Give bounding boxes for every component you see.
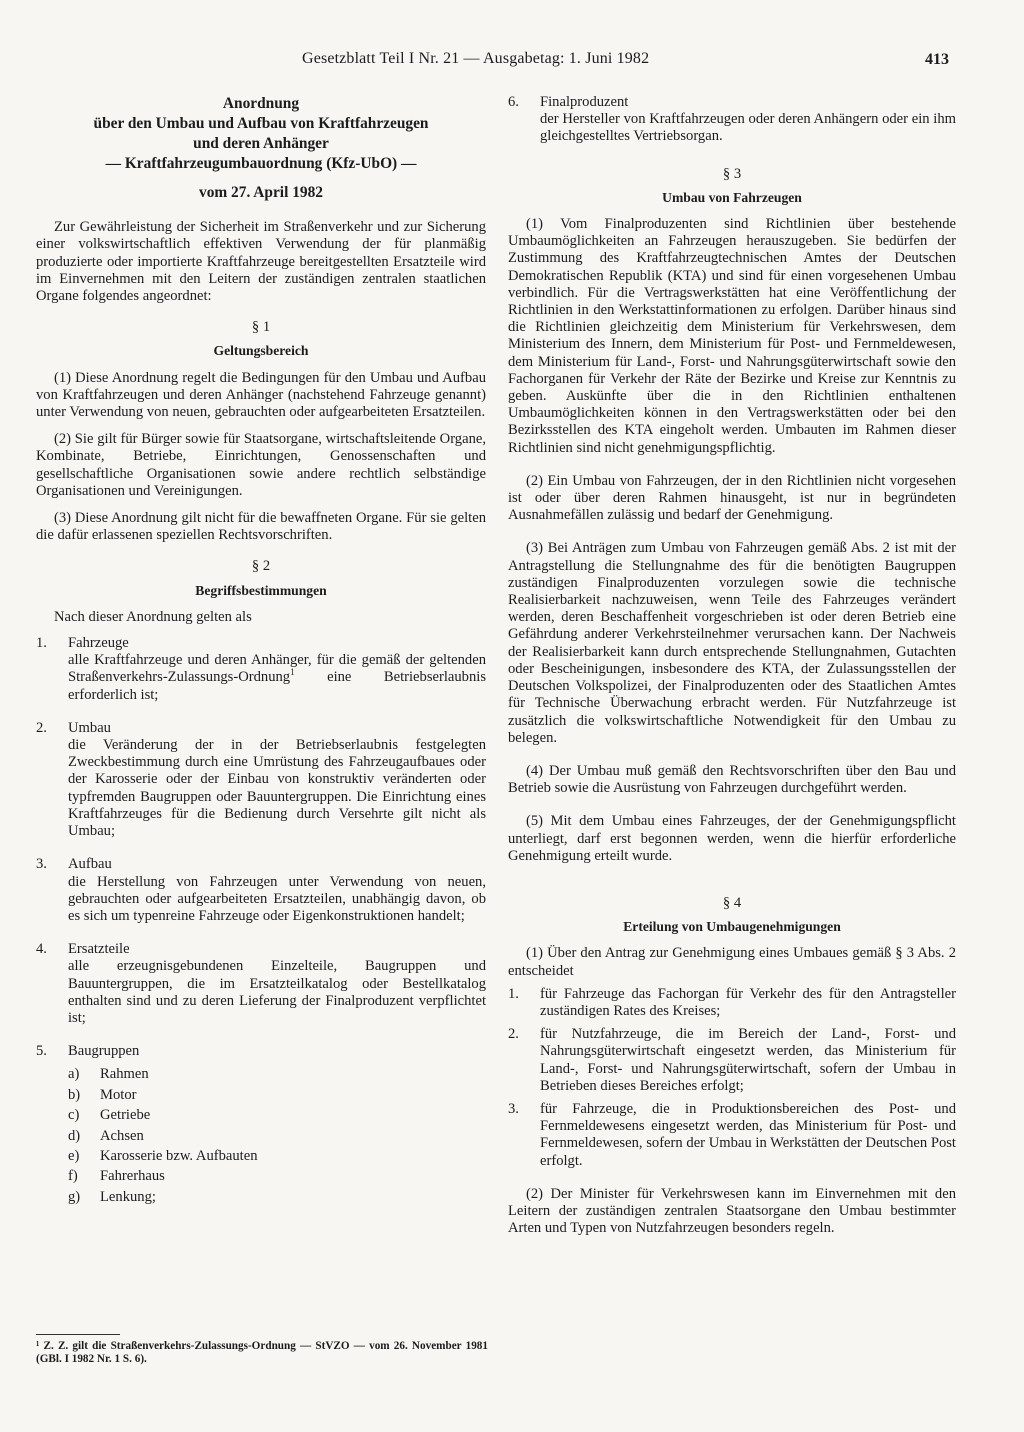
list-item: c) Getriebe	[68, 1107, 151, 1124]
right-column	[508, 94, 956, 1237]
section-4-heading: Erteilung von Umbaugenehmigungen	[623, 919, 841, 935]
document-date: vom 27. April 1982	[199, 184, 323, 201]
definition-item	[36, 941, 486, 1027]
definition-item	[36, 856, 486, 925]
preamble: Zur Gewährleistung der Sicherheit im Straßenverkehr und zur Sicherung einer volkswirtschaftlich effektiven Verwendung der für planmäßig produzierte oder importierte Kraftfahrzeuge bereitgestellten Ersatzteile wird im Einvernehmen mit den Leitern der zuständigen zentralen staatlichen Organe folgendes angeordnet:	[36, 219, 486, 305]
section-1-para-3: (3) Diese Anordnung gilt nicht für die bewaffneten Organe. Für sie gelten die dafür erlassenen speziellen Rechtsvorschriften.	[36, 510, 486, 544]
baugruppen-list	[68, 1064, 486, 1207]
section-3-para-3: (3) Bei Anträgen zum Umbau von Fahrzeugen gemäß Abs. 2 ist mit der Antragstellung die Stellungnahme des für die benötigten Baugruppen zuständigen Finalproduzenten vorzulegen sowie die technische Realisierbarkeit nachzuweisen, wenn Teile des Fahrzeuges verändert werden, deren Beschaffenheit vorgeschrieben ist oder deren Betrieb eine Gefährdung anderer Verkehrsteilnehmer verursachen kann. Der Nachweis der Realisierbarkeit kann durch entsprechende Stellungnahmen, Gutachten oder Bescheinigungen, insbesondere des KTA, der Zulassungsstellen der Deutschen Volkspolizei, der Finalproduzenten oder des Staatlichen Amtes für Technische Überwachung erbracht werden. Für Nutzfahrzeuge ist zusätzlich die volkswirtschaftliche Notwendigkeit für den Umbau zu belegen.	[508, 540, 956, 746]
definition-term: Ersatzteile	[68, 941, 130, 958]
definition-term: Umbau	[68, 719, 111, 736]
running-header	[0, 50, 1024, 74]
title-line-2: über den Umbau und Aufbau von Kraftfahrzeugen	[93, 115, 429, 132]
section-1-heading: Geltungsbereich	[213, 343, 309, 359]
page-number: 413	[925, 51, 949, 68]
list-item: d) Achsen	[68, 1127, 144, 1144]
list-item: e) Karosserie bzw. Aufbauten	[68, 1147, 258, 1164]
document-title	[36, 94, 486, 174]
title-line-3: und deren Anhänger	[193, 135, 329, 152]
section-3-para-4: (4) Der Umbau muß gemäß den Rechtsvorschriften über den Bau und Betrieb sowie die Ausrüstung von Fahrzeugen durchgeführt werden.	[508, 762, 956, 797]
definition-number: 3.	[36, 856, 47, 873]
list-item: b) Motor	[68, 1086, 137, 1103]
definition-number: 6.	[508, 94, 519, 110]
definition-item	[36, 720, 486, 840]
definition-number: 1.	[36, 635, 47, 652]
section-1-para-2: (2) Sie gilt für Bürger sowie für Staatsorgane, wirtschaftsleitende Organe, Kombinate, Betriebe, Einrichtungen, Genossenschaften und gesellschaftliche Organisationen sowie andere rechtlich selbständige Organisationen und Vereinigungen.	[36, 431, 486, 499]
definition-term: Aufbau	[68, 856, 112, 873]
definition-text: der Hersteller von Kraftfahrzeugen oder deren Anhängern oder ein ihm gleichgestelltes Vertriebsorgan.	[540, 111, 956, 145]
definition-text: alle Kraftfahrzeuge und deren Anhänger, für die gemäß der geltenden Straßenverkehrs-Zulassungs-Ordnung$^1$ eine Betriebserlaubnis erforderlich ist;	[68, 652, 486, 703]
section-2-intro: Nach dieser Anordnung gelten als	[54, 608, 252, 625]
footnote-divider	[36, 1334, 120, 1335]
definition-text: die Veränderung der in der Betriebserlaubnis festgelegten Zweckbestimmung durch eine Umrüstung des Fahrzeugaufbaues oder der Karosserie oder der Einbau von konstruktiv veränderten oder typfremden Baugruppen oder Bauuntergruppen. Die Einrichtung eines Kraftfahrzeuges für die Bedienung durch Versehrte gilt nicht als Umbau;	[68, 737, 486, 840]
title-line-1: Anordnung	[222, 95, 300, 112]
section-3-para-1: (1) Vom Finalproduzenten sind Richtlinien über bestehende Umbaumöglichkeiten an Fahrzeugen herauszugeben. Sie bedürfen der Zustimmung des Kraftfahrzeugtechnischen Amtes der Deutschen Demokratischen Republik (KTA) und sind für einen vorgesehenen Umbau verbindlich. Für die Vertragswerkstätten hat eine Veröffentlichung der Richtlinien in den Werkstattinformationen zu erfolgen. Darüber hinaus sind die Richtlinien gleichzeitig dem Ministerium für Verkehrswesen, dem Ministerium des Innern, dem Ministerium für Post- und Fernmeldewesen, dem Ministerium für Land-, Forst- und Nahrungsgüterwirtschaft sowie den Fachorganen für Verkehr der Räte der Bezirke und Kreise zur Kenntnis zu geben. Auskünfte über die in den Richtlinien enthaltenen Umbaumöglichkeiten können in den Vertragswerkstätten oder bei den Bezirksstellen des KTA eingeholt werden. Umbauten im Rahmen dieser Richtlinien sind nicht genehmigungspflichtig.	[508, 216, 956, 456]
list-item: a) Rahmen	[68, 1066, 149, 1083]
section-2-heading: Begriffsbestimmungen	[195, 582, 327, 598]
list-item: 1. für Fahrzeuge das Fachorgan für Verkehr des für den Antragsteller zuständigen Rates des Kreises;	[508, 985, 956, 1019]
list-item: f) Fahrerhaus	[68, 1168, 165, 1185]
section-4-para-2: (2) Der Minister für Verkehrswesen kann im Einvernehmen mit den Leitern der zuständigen zentralen Staatsorgane den Umbau bestimmter Arten und Typen von Nutzfahrzeugen besonders regeln.	[508, 1185, 956, 1237]
section-3-heading: Umbau von Fahrzeugen	[662, 189, 802, 205]
section-1-para-1: (1) Diese Anordnung regelt die Bedingungen für den Umbau und Aufbau von Kraftfahrzeugen und deren Anhänger (nachstehend Fahrzeuge genannt) unter Verwendung von neuen, gebrauchten oder aufgearbeiteten Ersatzteilen.	[36, 369, 486, 421]
definition-term: Finalproduzent	[540, 94, 629, 110]
section-3-para-2: (2) Ein Umbau von Fahrzeugen, der in den Richtlinien nicht vorgesehen ist oder über deren Rahmen hinausgeht, ist nur in begründeten Ausnahmefällen zulässig und bedarf der Genehmigung.	[508, 472, 956, 524]
footnote-ref: 1	[290, 667, 295, 678]
definition-term: Baugruppen	[68, 1043, 140, 1060]
section-3-para-5: (5) Mit dem Umbau eines Fahrzeuges, der der Genehmigungspflicht unterliegt, darf erst begonnen werden, wenn die hierfür erforderliche Genehmigung erteilt wurde.	[508, 813, 956, 864]
definition-text: die Herstellung von Fahrzeugen unter Verwendung von neuen, gebrauchten oder aufgearbeiteten Ersatzteilen, unabhängig davon, ob es sich um typenreine Fahrzeuge oder Eigenkonstruktionen handelt;	[68, 873, 486, 924]
definition-text: alle erzeugnisgebundenen Einzelteile, Baugruppen und Bauuntergruppen, die im Ersatzteilkatalog oder Bestellkatalog enthalten sind und zu deren Lieferung der Finalproduzent verpflichtet ist;	[68, 958, 486, 1026]
list-item: 2. für Nutzfahrzeuge, die im Bereich der Land-, Forst- und Nahrungsgüterwirtschaft eingesetzt werden, das Ministerium für Land-, Forst- und Nahrungsgüterwirtschaft, sofern der Umbau in Betrieben dieses Bereiches erfolgt;	[508, 1026, 956, 1094]
list-item: g) Lenkung;	[68, 1188, 156, 1205]
section-4-sign: § 4	[722, 894, 742, 911]
footnote: ¹ Z. Z. gilt die Straßenverkehrs-Zulassungs-Ordnung — StVZO — vom 26. November 1981 (GBl. I 1982 Nr. 1 S. 6).	[36, 1340, 488, 1365]
title-line-4: — Kraftfahrzeugumbauordnung (Kfz-UbO) —	[105, 155, 417, 172]
header-text: Gesetzblatt Teil I Nr. 21 — Ausgabetag: 1. Juni 1982	[302, 50, 650, 67]
definition-item	[36, 1043, 486, 1060]
definition-item	[36, 635, 486, 704]
definition-number: 2.	[36, 719, 47, 736]
section-1-sign: § 1	[251, 319, 271, 336]
definition-number: 4.	[36, 941, 47, 958]
list-item: 3. für Fahrzeuge, die in Produktionsbereichen des Post- und Fernmeldewesens eingesetzt werden, das Ministerium für Post- und Fernmeldewesen, sofern der Umbau in Werkstätten der Deutschen Post erfolgt.	[508, 1100, 956, 1169]
section-2-sign: § 2	[251, 558, 271, 575]
definition-number: 5.	[36, 1043, 47, 1060]
left-column	[36, 94, 486, 1207]
section-4-para-1: (1) Über den Antrag zur Genehmigung eines Umbaues gemäß § 3 Abs. 2 entscheidet	[508, 945, 956, 979]
definition-term: Fahrzeuge	[68, 635, 129, 652]
section-3-sign: § 3	[722, 165, 742, 182]
definition-item	[508, 94, 956, 146]
